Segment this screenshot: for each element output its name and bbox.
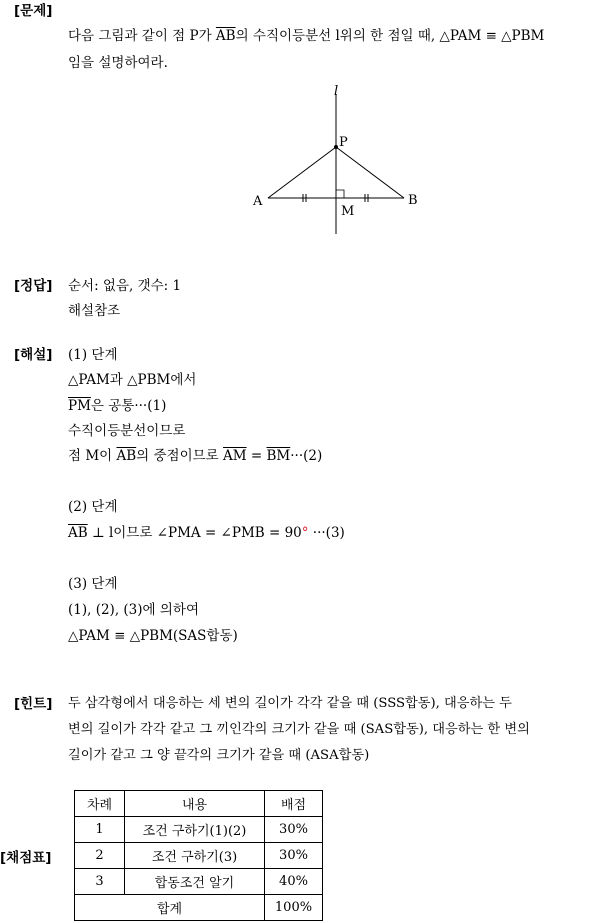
- step2-line1: $\overline{AB}$ ⊥ l이므로 ∠PMA = ∠PMB = 90° ···(3): [68, 525, 345, 541]
- step1-line1: △PAM과 △PBM에서: [68, 372, 197, 388]
- answer-line2: 해설참조: [68, 303, 121, 319]
- point-p: [334, 145, 338, 149]
- segment-pb: [336, 147, 404, 198]
- table-cell: 합동조건 알기: [125, 869, 265, 895]
- scoring-table: [74, 790, 323, 921]
- table-total-row: [75, 895, 323, 921]
- step1-heading: (1) 단계: [68, 347, 118, 363]
- hint-line1: 두 삼각형에서 대응하는 세 변의 길이가 각각 같을 때 (SSS합동), 대응하는 두: [68, 696, 512, 711]
- table-row: [75, 817, 323, 843]
- label-m: M: [341, 204, 355, 219]
- step1-line4: 점 M이 $\overline{AB}$의 중점이므로 $\overline{AM} = \overline{BM}\cdot\cdot\cdot(2)$: [68, 448, 323, 464]
- table-cell: 30%: [265, 817, 323, 843]
- hint-line2: 변의 길이가 각각 같고 그 끼인각의 크기가 같을 때 (SAS합동), 대응하는 한 변의: [68, 722, 530, 737]
- table-row: [75, 869, 323, 895]
- table-cell: 3: [75, 869, 125, 895]
- step1-line3: 수직이등분선이므로: [68, 423, 186, 439]
- table-cell: 30%: [265, 843, 323, 869]
- answer-line1: 순서: 없음, 갯수: 1: [68, 278, 182, 294]
- label-l: l: [334, 84, 339, 99]
- table-row: [75, 843, 323, 869]
- total-label-cell: 합계: [75, 895, 265, 921]
- hint-label: [힌트]: [14, 696, 53, 712]
- label-b: B: [408, 193, 418, 208]
- problem-text-line1: 다음 그림과 같이 점 P가 $\overline{AB}$의 수직이등분선 l위의 한 점일 때, △PAM ≡ △PBM: [68, 28, 545, 44]
- label-p: P: [339, 135, 348, 150]
- step3-heading: (3) 단계: [68, 576, 118, 592]
- explanation-label: [해설]: [14, 347, 53, 363]
- right-angle-mark: [336, 190, 344, 198]
- total-value-cell: 100%: [265, 895, 323, 921]
- step2-heading: (2) 단계: [68, 499, 118, 515]
- header-cell-content: 내용: [125, 791, 265, 817]
- geometry-figure: [240, 80, 440, 240]
- answer-label: [정답]: [14, 278, 53, 294]
- header-cell-order: 차례: [75, 791, 125, 817]
- table-cell: 2: [75, 843, 125, 869]
- label-a: A: [253, 194, 263, 209]
- header-cell-points: 배점: [265, 791, 323, 817]
- table-cell: 1: [75, 817, 125, 843]
- table-header-row: [75, 791, 323, 817]
- step3-line1: (1), (2), (3)에 의하여: [68, 602, 199, 618]
- problem-text-line2: 임을 설명하여라.: [68, 55, 168, 71]
- table-cell: 조건 구하기(1)(2): [125, 817, 265, 843]
- segment-pa: [268, 147, 336, 198]
- scoring-label: [채점표]: [0, 850, 52, 866]
- table-cell: 40%: [265, 869, 323, 895]
- degree-symbol: °: [301, 525, 309, 541]
- problem-label: [문제]: [14, 3, 53, 19]
- table-cell: 조건 구하기(3): [125, 843, 265, 869]
- step3-line2: △PAM ≡ △PBM(SAS합동): [68, 628, 238, 644]
- step1-line2: $\overline{PM}$은 공통···(1): [68, 398, 167, 414]
- hint-line3: 길이가 같고 그 양 끝각의 크기가 같을 때 (ASA합동): [68, 748, 370, 763]
